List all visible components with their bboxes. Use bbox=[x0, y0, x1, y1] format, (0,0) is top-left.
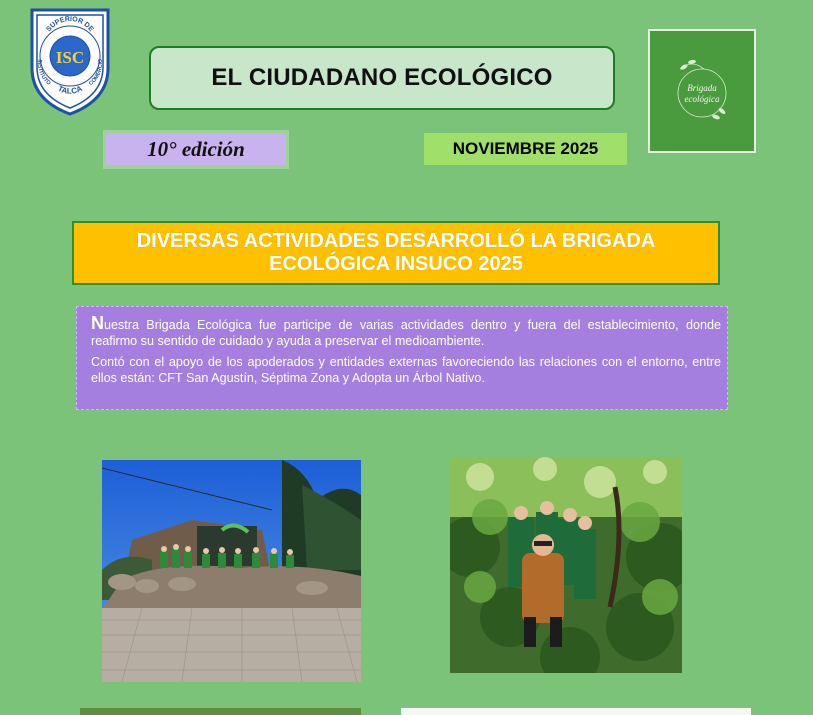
month-label-box bbox=[424, 133, 627, 165]
headline-line1: DIVERSAS ACTIVIDADES DESARROLLÓ LA BRIGADA bbox=[136, 230, 656, 252]
newsletter-title: EL CIUDADANO ECOLÓGICO bbox=[211, 64, 553, 91]
article-paragraph-2: Contó con el apoyo de los apoderados y entidades externas favoreciendo las relaciones con el entorno, entre ellos están: CFT San Agustín, Séptima Zona y Adopta un Árbol Nativo. bbox=[91, 355, 721, 385]
badge-line2: ecológica bbox=[684, 94, 720, 104]
logo-ring-top: SUPERIOR DE bbox=[45, 15, 95, 34]
group-photo-park bbox=[102, 460, 361, 682]
badge-line1: Brigada bbox=[687, 83, 717, 93]
headline-line2: ECOLÓGICA INSUCO 2025 bbox=[269, 253, 523, 275]
logo-ring-right: COMERCIO bbox=[88, 58, 104, 88]
logo-ring-left: INSTITUTO bbox=[36, 59, 52, 87]
drop-cap: N bbox=[91, 313, 104, 333]
institute-logo bbox=[30, 8, 110, 116]
logo-monogram: ISC bbox=[55, 48, 85, 67]
brigada-badge bbox=[648, 29, 756, 153]
article-headline-box bbox=[72, 221, 720, 285]
newsletter-title-box bbox=[149, 46, 615, 110]
text-box-partial-bottom-right bbox=[401, 708, 751, 715]
edition-label: 10° edición bbox=[147, 137, 245, 161]
photo-partial-bottom-left bbox=[80, 708, 361, 715]
logo-ring-bottom: TALCA bbox=[56, 83, 84, 96]
edition-label-box bbox=[103, 130, 289, 169]
edition-label-inner bbox=[106, 134, 286, 165]
leaf-wreath-icon bbox=[650, 31, 754, 151]
article-paragraph-1 bbox=[91, 315, 721, 349]
group-photo-forest bbox=[450, 457, 682, 673]
month-label: NOVIEMBRE 2025 bbox=[452, 139, 599, 158]
article-body bbox=[76, 306, 728, 410]
paragraph-1-text: uestra Brigada Ecológica fue participe de varias actividades dentro y fuera del establecimiento, donde reafirmo su sentido de cuidado y ayuda a preservar el medioambiente. bbox=[91, 318, 721, 348]
